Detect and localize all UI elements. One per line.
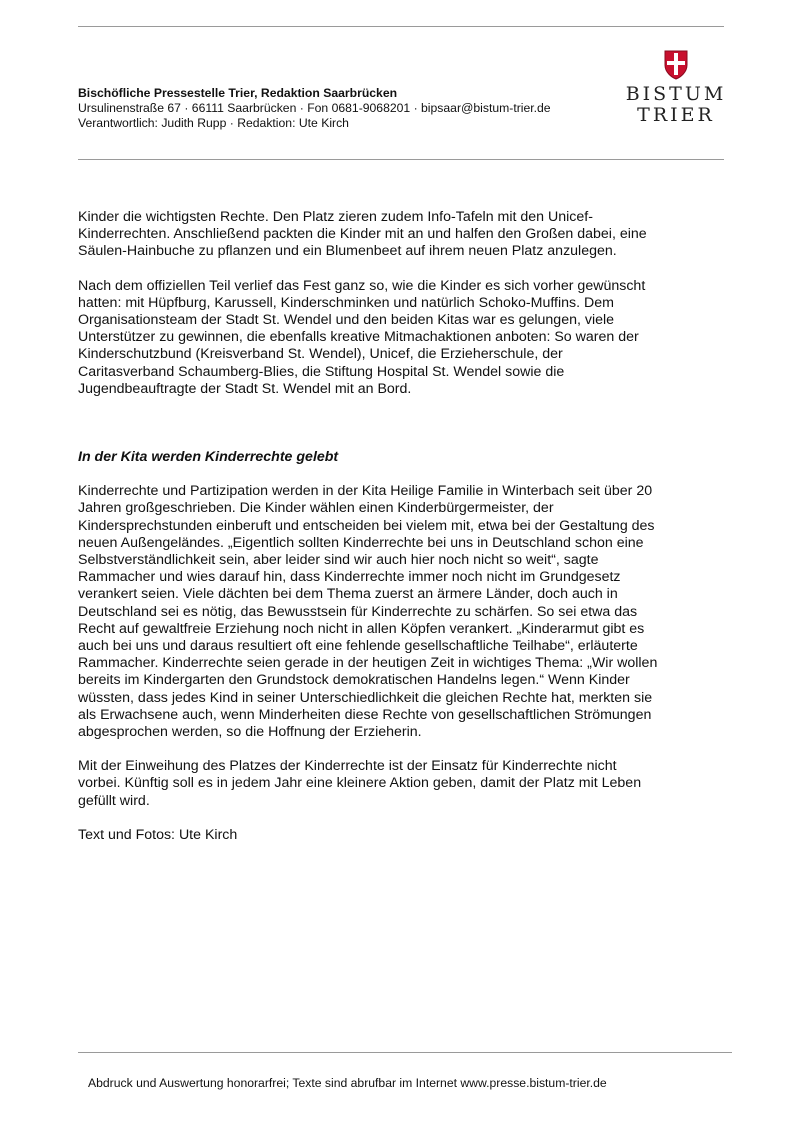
org-address: Ursulinenstraße 67 · 66111 Saarbrücken · Fon 0681-9068201 · bipsaar@bistum-trier.de [78, 101, 551, 115]
section-heading: In der Kita werden Kinderrechte gelebt [78, 449, 339, 466]
footer-divider [78, 1052, 732, 1053]
shield-cross-icon [664, 50, 688, 80]
paragraph-3: Kinderrechte und Partizipation werden in der Kita Heilige Familie in Winterbach seit über 20 Jahren großgeschrieben. Die Kinder wählen einen Kinderbürgermeister, der Kindersprechstunden einberuft und entscheiden bei vielem mit, etwa bei der Gestaltung des neuen Außengeländes. „Eigentlich sollten Kinderrechte bei uns in Deutschland schon eine Selbstverständlichkeit sein, aber leider sind wir auch hier noch nicht so weit“, sagte Rammacher und wies darauf hin, dass Kinderrechte immer noch nicht im Grundgesetz verankert seien. Viele dächten bei dem Thema zuerst an ärmere Länder, doch auch in Deutschland sei es nötig, das Bewusstsein für Kinderrechte zu schärfen. So sei etwa das Recht auf gewaltfreie Erziehung noch nicht in allen Köpfen verankert. „Kinderarmut gibt es auch bei uns und daraus resultiert oft eine fehlende gesellschaftliche Teilhabe“, erläuterte Rammacher. Kinderrechte seien gerade in der heutigen Zeit in wichtiges Thema: „Wir wollen bereits im Kindergarten den Grundstock demokratischen Handelns legen.“ Wenn Kinder wüssten, dass jedes Kind in seiner Unterschiedlichkeit die gleichen Rechte hat, merkten sie als Erwachsene auch, wenn Minderheiten diese Rechte von gesellschaftlichen Strömungen abgesprochen werden, so die Hoffnung der Erzieherin. [78, 483, 658, 741]
logo-word-trier: TRIER [637, 104, 715, 126]
letterhead [78, 86, 551, 131]
org-name: Bischöfliche Pressestelle Trier, Redaktion Saarbrücken [78, 86, 398, 100]
logo-word-bistum: BISTUM [625, 83, 727, 105]
paragraph-2: Nach dem offiziellen Teil verlief das Fest ganz so, wie die Kinder es sich vorher gewünscht hatten: mit Hüpfburg, Karussell, Kinderschminken und natürlich Schoko-Muffins. Dem Organisationsteam der Stadt St. Wendel und den beiden Kitas war es gelungen, viele Unterstützer zu gewinnen, die ebenfalls kreative Mitmachaktionen anboten: So waren der Kinderschutzbund (Kreisverband St. Wendel), Unicef, die Erzieherschule, der Caritasverband Schaumberg-Blies, die Stiftung Hospital St. Wendel sowie die Jugendbeauftragte der Stadt St. Wendel mit an Bord. [78, 277, 646, 397]
org-responsible: Verantwortlich: Judith Rupp · Redaktion: Ute Kirch [78, 116, 349, 130]
bistum-trier-logo [620, 50, 732, 126]
credit-line: Text und Fotos: Ute Kirch [78, 826, 238, 843]
header-divider [78, 159, 724, 160]
top-divider [78, 26, 724, 27]
paragraph-1: Kinder die wichtigsten Rechte. Den Platz zieren zudem Info-Tafeln mit den Unicef-Kinderrechten. Anschließend packten die Kinder mit an und halfen den Großen dabei, eine Säulen-Hainbuche zu pflanzen und ein Blumenbeet auf ihrem neuen Platz anzulegen. [78, 209, 647, 260]
footer-note: Abdruck und Auswertung honorarfrei; Texte sind abrufbar im Internet www.presse.bistum-trier.de [88, 1076, 607, 1090]
article-body [78, 209, 658, 861]
paragraph-4: Mit der Einweihung des Platzes der Kinderrechte ist der Einsatz für Kinderrechte nicht vorbei. Künftig soll es in jedem Jahr eine kleinere Aktion geben, damit der Platz mit Leben gefüllt wird. [78, 758, 642, 809]
